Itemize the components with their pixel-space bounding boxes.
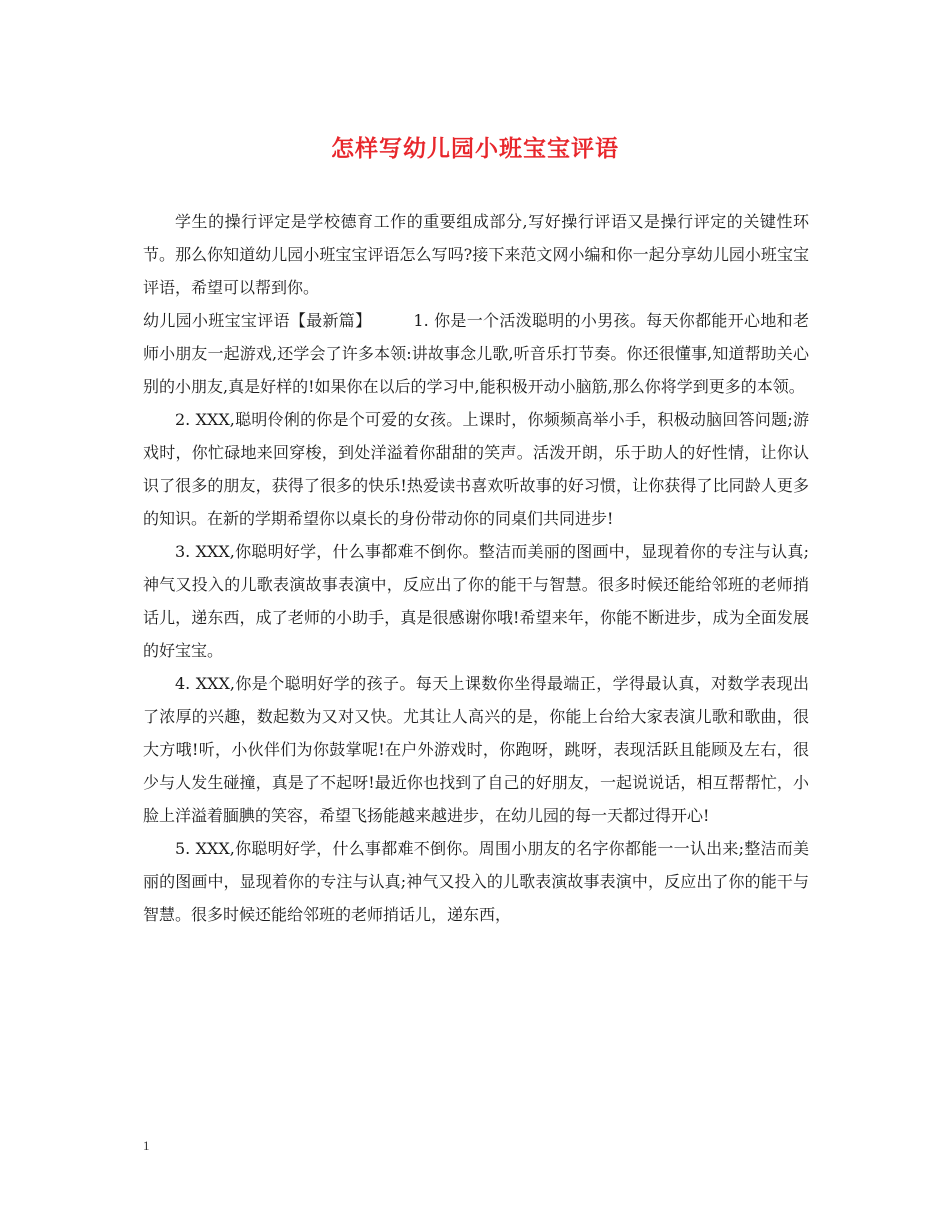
comment-item-5: 5. XXX,你聪明好学，什么事都难不倒你。周围小朋友的名字你都能一一认出来;整洁而美丽的图画中，显现着你的专注与认真;神气又投入的儿歌表演故事表演中，反应出了你的能干与智慧。很多时候还能给邻班的老师捎话儿，递东西，	[143, 839, 809, 924]
comment-item-4: 4. XXX,你是个聪明好学的孩子。每天上课数你坐得最端正，学得最认真，对数学表现出了浓厚的兴趣，数起数为又对又快。尤其让人高兴的是，你能上台给大家表演儿歌和歌曲，很大方哦!听，小伙伴们为你鼓掌呢!在户外游戏时，你跑呀，跳呀，表现活跃且能顾及左右，很少与人发生碰撞，真是了不起呀!最近你也找到了自己的好朋友，一起说说话，相互帮帮忙，小脸上洋溢着腼腆的笑容，希望飞扬能越来越进步，在幼儿园的每一天都过得开心!	[143, 674, 809, 825]
comment-item-3: 3. XXX,你聪明好学，什么事都难不倒你。整洁而美丽的图画中，显现着你的专注与认真;神气又投入的儿歌表演故事表演中，反应出了你的能干与智慧。很多时候还能给邻班的老师捎话儿，递东西，成了老师的小助手，真是很感谢你哦!希望来年，你能不断进步，成为全面发展的好宝宝。	[143, 542, 809, 660]
page-number: 1	[143, 1138, 150, 1153]
document-body	[143, 205, 809, 931]
section-heading: 幼儿园小班宝宝评语【最新篇】	[143, 311, 372, 330]
section-heading-paragraph	[143, 304, 809, 403]
document-title: 怎样写幼儿园小班宝宝评语	[331, 135, 619, 162]
comment-item-2: 2. XXX,聪明伶俐的你是个可爱的女孩。上课时，你频频高举小手，积极动脑回答问题;游戏时，你忙碌地来回穿梭，到处洋溢着你甜甜的笑声。活泼开朗，乐于助人的好性情，让你认识了很多的朋友，获得了很多的快乐!热爱读书喜欢听故事的好习惯，让你获得了比同龄人更多的知识。在新的学期希望你以桌长的身份带动你的同桌们共同进步!	[143, 410, 809, 528]
comment-item-1: 1. 你是一个活泼聪明的小男孩。每天你都能开心地和老师小朋友一起游戏,还学会了许多本领:讲故事念儿歌,听音乐打节奏。你还很懂事,知道帮助关心别的小朋友,真是好样的!如果你在以后的学习中,能积极开动小脑筋,那么你将学到更多的本领。	[143, 311, 809, 396]
intro-paragraph: 学生的操行评定是学校德育工作的重要组成部分,写好操行评语又是操行评定的关键性环节。那么你知道幼儿园小班宝宝评语怎么写吗?接下来范文网小编和你一起分享幼儿园小班宝宝评语，希望可以帮到你。	[143, 212, 809, 297]
